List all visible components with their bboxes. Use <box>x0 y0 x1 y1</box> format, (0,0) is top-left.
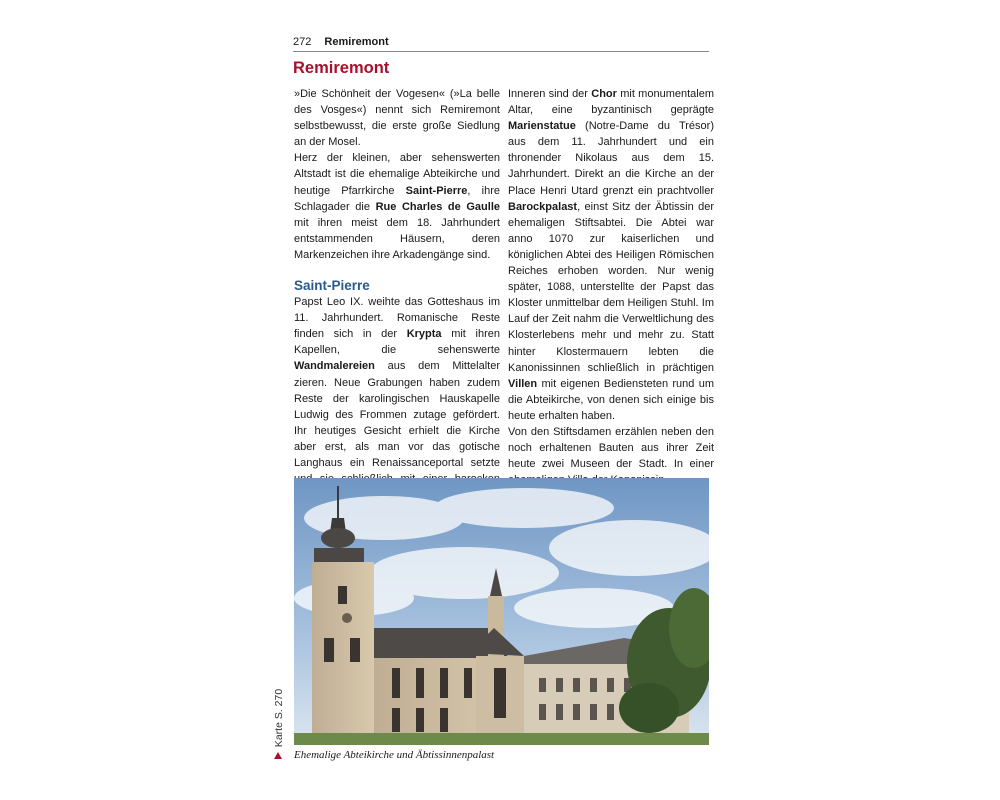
intro-paragraph: »Die Schönheit der Vogesen« (»La belle des Vosges«) nennt sich Remiremont selbstbewusst, die erste große Siedlung an der Mosel. <box>294 88 500 149</box>
abbey-photo <box>294 478 709 745</box>
text-column-right <box>508 86 714 488</box>
map-marker-icon <box>274 752 282 759</box>
paragraph-museums: Von den Stiftsdamen erzählen neben den noch erhaltenen Bauten aus ihrer Zeit heute zwei Museen der Stadt. In einer <box>508 425 714 471</box>
highlight-wandmalereien: Wandmalereien <box>294 360 375 373</box>
subheading-saint-pierre: Saint-Pierre <box>294 278 370 294</box>
highlight-saint-pierre: Saint-Pierre <box>405 184 468 197</box>
highlight-krypta: Krypta <box>406 328 442 341</box>
photo-caption: Ehemalige Abteikirche und Äbtissinnenpalast <box>294 749 495 761</box>
page-number: 272 <box>293 36 312 48</box>
paragraph-interior: Inneren sind der Chor mit monumentalem Altar, eine byzantinisch geprägte Marienstatue (Notre-Dame du Trésor) aus dem 11. Jahrhundert und ein thronender Nikolaus aus dem 15. Jahrhundert. Direkt an die Kirche an der Place Henri Utard grenzt ein prachtvoller Barockpalast, einst Sitz der Äbtissin der ehemaligen Stiftsabtei. Die Abtei war anno 1070 zur kaiserlichen und königlichen Abtei des Heiligen Römischen Reiches erhoben worden. Nur wenig später, 1088, unterstellte der Papst das Kloster unmittelbar dem Heiligen Stuhl. Im Lauf der Zeit nahm die Verweltlichung des Klosterlebens mehr und mehr zu. Statt hinter Klostermauern lebten die Kanonissinnen schließlich in prächtigen Villen mit eigenen Bediensteten rund um die Abteikirche, von denen sich einige bis heute erhalten haben. <box>508 88 714 422</box>
chapter-title: Remiremont <box>293 59 390 77</box>
paragraph-saint-pierre: Papst Leo IX. weihte das Gotteshaus im 11. Jahrhundert. Romanische Reste finden sich in der Krypta mit ihren Kapellen, die sehenswerte Wandmalereien aus dem Mittelalter zieren. Neue Grabungen haben zudem Reste der karolingischen Hauskapelle Ludwig des Frommen zutage gefördert. Ihr heutiges Gesicht erhielt die Kirche aber erst, als man vor das gotische Langhaus ein Renaissanceportal setzte <box>294 296 500 469</box>
highlight-villen: Villen <box>508 377 538 390</box>
text-column-left <box>294 86 500 503</box>
highlight-chor: Chor <box>591 88 617 100</box>
highlight-marienstatue: Marienstatue <box>508 120 576 133</box>
map-reference-text: Karte S. 270 <box>273 688 285 748</box>
map-reference <box>272 690 286 760</box>
running-header <box>293 36 709 52</box>
running-header-title: Remiremont <box>324 36 389 48</box>
highlight-barockpalast: Barockpalast <box>508 200 578 213</box>
paragraph-old-town: Herz der kleinen, aber sehenswerten Altstadt ist die ehemalige Abteikirche und heutige Pfarrkirche Saint-Pierre, ihre Schlagader die Rue Charles de Gaulle mit ihren meist dem 18. Jahrhundert entstammenden Häusern, deren Markenzeichen ihre Arkadengänge sind. <box>294 152 500 261</box>
highlight-rue-charles-de-gaulle: Rue Charles de Gaulle <box>375 200 500 213</box>
